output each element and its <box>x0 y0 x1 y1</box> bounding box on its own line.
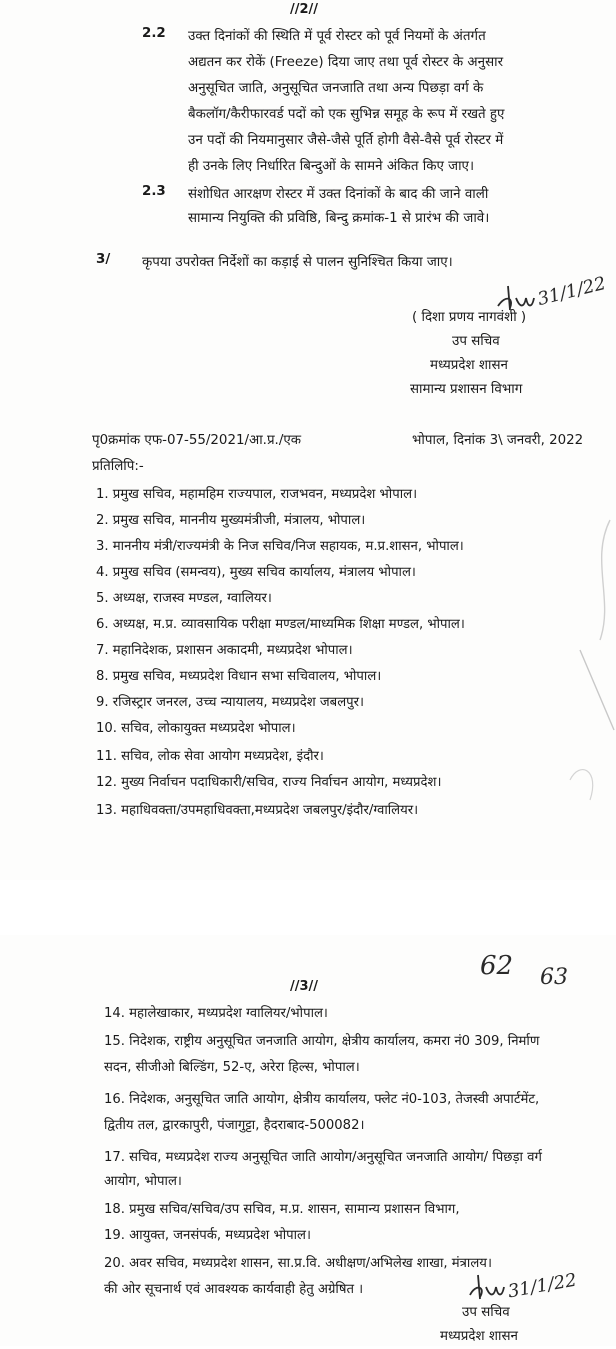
signatory-government: मध्यप्रदेश शासन <box>440 1329 518 1344</box>
page-number: //2// <box>290 2 319 17</box>
signatory-designation: उप सचिव <box>462 1305 510 1320</box>
signatory-government: मध्यप्रदेश शासन <box>430 358 508 373</box>
list-item: 12. मुख्य निर्वाचन पदाधिकारी/सचिव, राज्य निर्वाचन आयोग, मध्यप्रदेश। <box>96 775 442 790</box>
para-number: 2.3 <box>142 184 166 199</box>
signatory-designation: उप सचिव <box>452 334 500 349</box>
handwritten-number: 63 <box>540 965 568 990</box>
list-item-continuation: द्वितीय तल, द्वारकापुरी, पंजागुट्टा, हैदराबाद-500082। <box>104 1118 365 1133</box>
list-item: 9. रजिस्ट्रार जनरल, उच्च न्यायालय, मध्यप्रदेश जबलपुर। <box>96 695 365 710</box>
para-2-2-line: उन पदों की नियमानुसार जैसे-जैसे पूर्ति होगी वैसे-वैसे पूर्व रोस्टर में <box>188 133 504 148</box>
signatory-department: सामान्य प्रशासन विभाग <box>410 382 523 397</box>
document-page-3 <box>0 935 616 1346</box>
list-item: 6. अध्यक्ष, म.प्र. व्यावसायिक परीक्षा मण्डल/माध्यमिक शिक्षा मण्डल, भोपाल। <box>96 617 465 632</box>
signatory-name: ( दिशा प्रणय नागवंशी ) <box>412 310 527 325</box>
list-item: 3. माननीय मंत्री/राज्यमंत्री के निज सचिव/निज सहायक, म.प्र.शासन, भोपाल। <box>96 539 464 554</box>
page-break <box>0 880 616 935</box>
list-item-continuation: की ओर सूचनार्थ एवं आवश्यक कार्यवाही हेतु अग्रेषित । <box>104 1282 364 1297</box>
para-2-2-line: अद्यतन कर रोकें (Freeze) दिया जाए तथा पूर्व रोस्टर के अनुसार <box>188 55 504 70</box>
list-item: 5. अध्यक्ष, राजस्व मण्डल, ग्वालियर। <box>96 591 272 606</box>
list-item: 18. प्रमुख सचिव/सचिव/उप सचिव, म.प्र. शासन, सामान्य प्रशासन विभाग, <box>104 1202 460 1217</box>
list-item: 16. निदेशक, अनुसूचित जाति आयोग, क्षेत्रीय कार्यालय, फ्लेट नं0-103, तेजस्वी अपार्टमेंट, <box>104 1092 540 1107</box>
para-2-3-line: सामान्य नियुक्ति की प्रविष्ठि, बिन्दु क्रमांक-1 से प्रारंभ की जावे। <box>188 211 490 226</box>
reference-number: पृ0क्रमांक एफ-07-55/2021/आ.प्र./एक <box>92 433 302 448</box>
para-2-3-line: संशोधित आरक्षण रोस्टर में उक्त दिनांकों के बाद की जाने वाली <box>188 187 489 202</box>
list-item: 19. आयुक्त, जनसंपर्क, मध्यप्रदेश भोपाल। <box>104 1228 311 1243</box>
para-2-2-line: बैकलॉग/कैरीफारवर्ड पदों को एक सुभिन्न समूह के रूप में रखते हुए <box>188 107 505 122</box>
list-item: 4. प्रमुख सचिव (समन्वय), मुख्य सचिव कार्यालय, मंत्रालय भोपाल। <box>96 565 416 580</box>
para-2-2-line: उक्त दिनांकों की स्थिति में पूर्व रोस्टर को पूर्व नियमों के अंतर्गत <box>188 29 486 44</box>
list-item: 7. महानिदेशक, प्रशासन अकादमी, मध्यप्रदेश भोपाल। <box>96 643 353 658</box>
para-2-2-line: ही उनके लिए निर्धारित बिन्दुओं के सामने अंकित किए जाए। <box>188 159 475 174</box>
para-number: 2.2 <box>142 26 166 41</box>
handwritten-initials <box>464 1265 584 1305</box>
list-item: 20. अवर सचिव, मध्यप्रदेश शासन, सा.प्र.वि. अधीक्षण/अभिलेख शाखा, मंत्रालय। <box>104 1256 492 1271</box>
list-item: 11. सचिव, लोक सेवा आयोग मध्यप्रदेश, इंदौर। <box>96 749 324 764</box>
list-item: 14. महालेखाकार, मध्यप्रदेश ग्वालियर/भोपाल। <box>104 1006 328 1021</box>
page-number: //3// <box>290 979 319 994</box>
para-3-text: कृपया उपरोक्त निर्देशों का कड़ाई से पालन सुनिश्चित किया जाए। <box>142 255 453 270</box>
copy-to-heading: प्रतिलिपि:- <box>92 459 144 474</box>
list-item: 17. सचिव, मध्यप्रदेश राज्य अनुसूचित जाति आयोग/अनुसूचित जनजाति आयोग/ पिछड़ा वर्ग <box>104 1150 542 1165</box>
para-2-2-line: अनुसूचित जाति, अनुसूचित जनजाति तथा अन्य पिछड़ा वर्ग के <box>188 81 484 96</box>
scan-bleed-mark <box>560 520 616 820</box>
list-item: 15. निदेशक, राष्ट्रीय अनुसूचित जनजाति आयोग, क्षेत्रीय कार्यालय, कमरा नं0 309, निर्माण <box>104 1034 540 1049</box>
place-date: भोपाल, दिनांक 3\ जनवरी, 2022 <box>412 433 584 448</box>
list-item: 8. प्रमुख सचिव, मध्यप्रदेश विधान सभा सचिवालय, भोपाल। <box>96 669 382 684</box>
handwritten-number: 62 <box>480 951 514 981</box>
svg-text:31/1/22: 31/1/22 <box>535 272 608 311</box>
list-item-continuation: आयोग, भोपाल। <box>104 1174 182 1189</box>
list-item-continuation: सदन, सीजीओ बिल्डिंग, 52-ए, अरेरा हिल्स, भोपाल। <box>104 1060 360 1075</box>
list-item: 13. महाधिवक्ता/उपमहाधिवक्ता,मध्यप्रदेश जबलपुर/इंदौर/ग्वालियर। <box>96 803 419 818</box>
list-item: 2. प्रमुख सचिव, माननीय मुख्यमंत्रीजी, मंत्रालय, भोपाल। <box>96 513 366 528</box>
list-item: 1. प्रमुख सचिव, महामहिम राज्यपाल, राजभवन, मध्यप्रदेश भोपाल। <box>96 487 418 502</box>
svg-text:31/1/22: 31/1/22 <box>506 1269 579 1303</box>
para-number: 3/ <box>96 252 111 267</box>
list-item: 10. सचिव, लोकायुक्त मध्यप्रदेश भोपाल। <box>96 721 296 736</box>
